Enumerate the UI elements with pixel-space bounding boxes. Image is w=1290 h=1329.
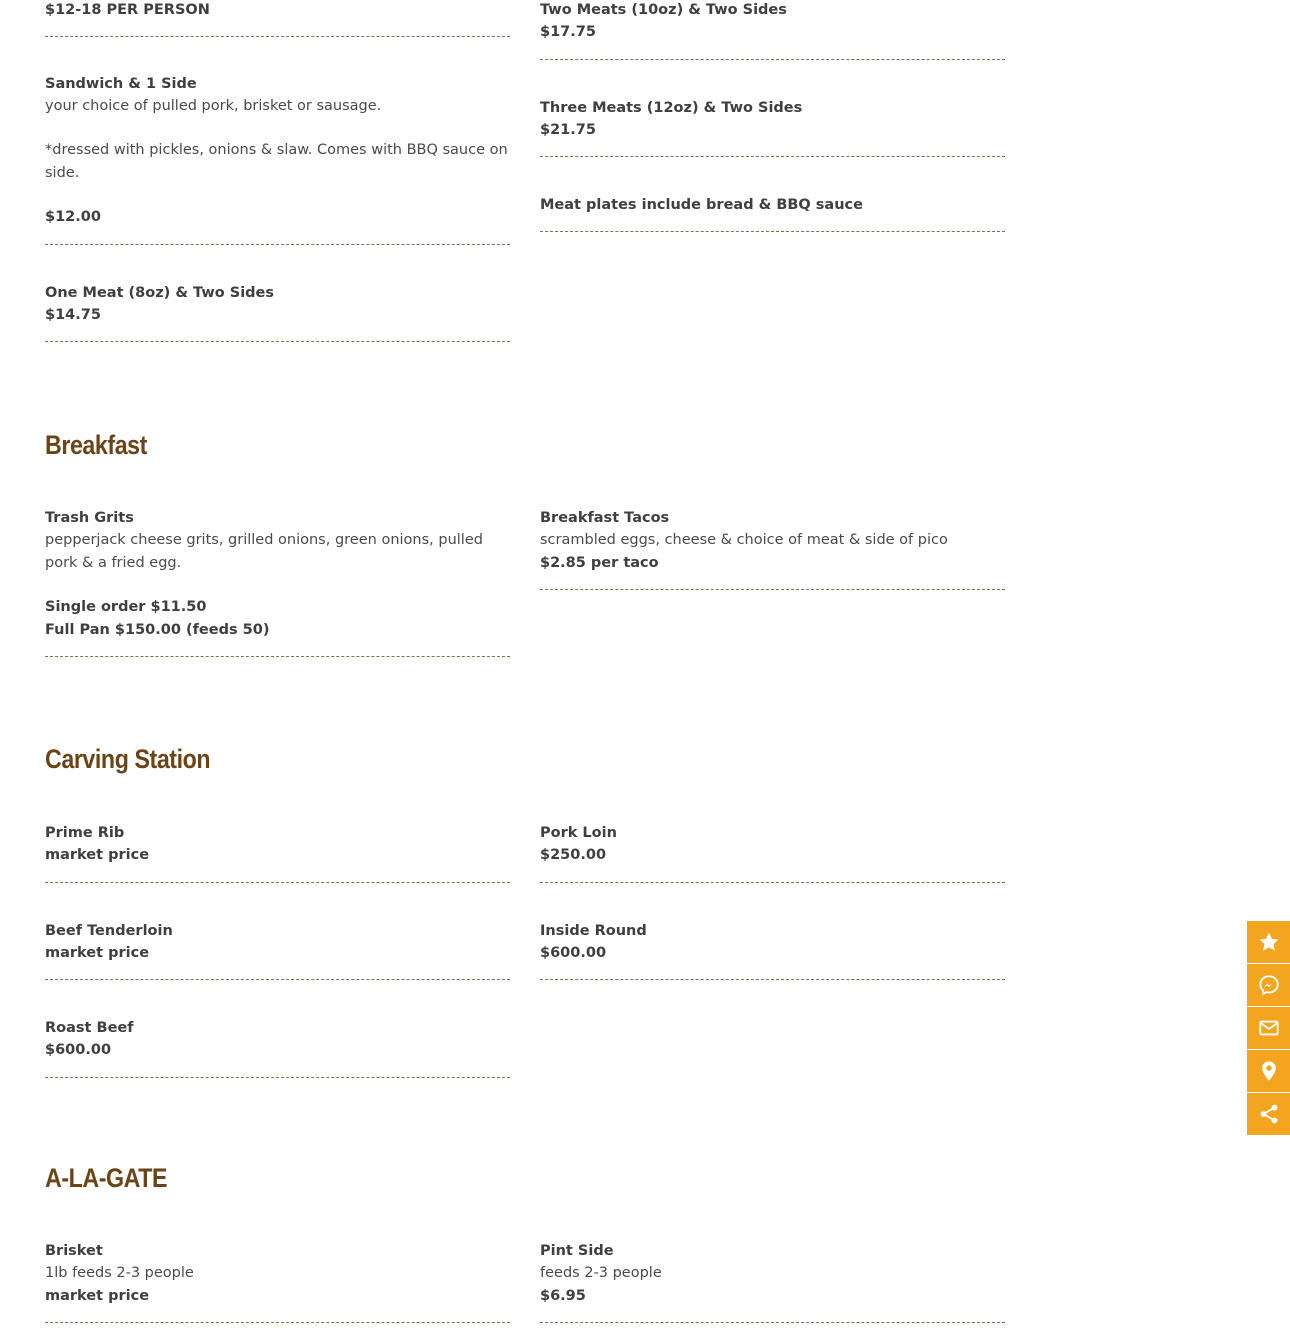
item-name: Sandwich & 1 Side [45, 75, 197, 92]
menu-item-pork-loin [540, 822, 1005, 883]
item-price: $250.00 [540, 847, 607, 863]
item-description: your choice of pulled pork, brisket or sausage. [45, 97, 382, 114]
menu-column-left [45, 507, 510, 694]
item-price: market price [45, 1287, 150, 1304]
menu-item-breakfast-tacos [540, 507, 1005, 590]
item-price: $12.00 [45, 209, 101, 225]
reviews-button[interactable] [1247, 921, 1290, 964]
menu-item-three-meats [540, 97, 1005, 158]
item-name: Brisket [45, 1243, 103, 1259]
item-price: Single order $11.50 [45, 599, 207, 615]
menu-item-one-meat [45, 282, 510, 343]
menu-item-two-meats [540, 0, 1005, 60]
item-name: Pint Side [540, 1243, 614, 1259]
map-pin-icon [1258, 1060, 1280, 1082]
item-price: $14.75 [45, 306, 101, 323]
menu-section-a-la-gate [45, 1161, 1005, 1323]
menu-item-pint-side [540, 1240, 1005, 1323]
floating-action-bar [1247, 921, 1290, 1135]
item-price: $6.95 [540, 1287, 586, 1304]
menu-item-inside-round [540, 920, 1005, 981]
menu-column-right [540, 0, 1005, 269]
menu-grid [45, 822, 1005, 1115]
section-title: A-LA-GATE [45, 1163, 168, 1193]
envelope-icon [1258, 1017, 1280, 1039]
menu-item-trash-grits [45, 507, 510, 657]
item-price: $2.85 per taco [540, 554, 659, 571]
item-name: Roast Beef [45, 1020, 134, 1036]
menu-column-right [540, 1240, 1005, 1323]
item-price: $21.75 [540, 121, 596, 138]
menu-column-left [45, 822, 510, 1115]
menu-item-brisket [45, 1240, 510, 1323]
item-description: 1lb feeds 2-3 people [45, 1265, 194, 1281]
item-price: $600.00 [540, 944, 607, 961]
email-button[interactable] [1247, 1007, 1290, 1050]
menu-grid [45, 1240, 1005, 1323]
item-name: Pork Loin [540, 825, 617, 841]
item-name: Three Meats (12oz) & Two Sides [540, 99, 803, 116]
item-description: pepperjack cheese grits, grilled onions, green onions, pulled pork & a fried egg. [45, 532, 483, 571]
menu-column-left [45, 1240, 510, 1323]
menu-column-left [45, 0, 510, 379]
location-button[interactable] [1247, 1050, 1290, 1093]
item-name: Beef Tenderloin [45, 922, 173, 939]
menu-section-carving-station [45, 742, 1005, 1115]
item-name: Meat plates include bread & BBQ sauce [540, 197, 863, 213]
menu-item-beef-tenderloin [45, 920, 510, 981]
item-name: Trash Grits [45, 510, 134, 526]
item-description: scrambled eggs, cheese & choice of meat & side of pico [540, 532, 948, 548]
item-name: One Meat (8oz) & Two Sides [45, 284, 275, 301]
item-name: Prime Rib [45, 825, 125, 841]
star-icon [1258, 931, 1280, 953]
menu-item-price-per-person [45, 0, 510, 37]
menu-column-right [540, 507, 1005, 627]
menu-section-plates [45, 0, 1005, 379]
messenger-icon [1258, 974, 1280, 996]
menu-item-meat-plates-note [540, 194, 1005, 232]
item-name: Inside Round [540, 922, 647, 939]
share-button[interactable] [1247, 1093, 1290, 1135]
item-price: $600.00 [45, 1042, 112, 1058]
share-icon [1258, 1103, 1280, 1125]
section-title: Breakfast [45, 430, 147, 460]
menu-item-roast-beef [45, 1017, 510, 1078]
item-name: Breakfast Tacos [540, 510, 670, 526]
section-title: Carving Station [45, 744, 211, 774]
menu-item-sandwich [45, 73, 510, 245]
item-name: Two Meats (10oz) & Two Sides [540, 2, 787, 18]
menu-grid [45, 0, 1005, 379]
menu-section-breakfast [45, 428, 1005, 694]
item-price: market price [45, 847, 150, 863]
item-price: market price [45, 944, 150, 961]
menu-item-prime-rib [45, 822, 510, 883]
messenger-button[interactable] [1247, 964, 1290, 1007]
item-description: *dressed with pickles, onions & slaw. Comes with BBQ sauce on side. [45, 142, 508, 181]
item-description: feeds 2-3 people [540, 1265, 662, 1281]
menu-grid [45, 507, 1005, 694]
item-price: Full Pan $150.00 (feeds 50) [45, 621, 270, 638]
menu-column-right [540, 822, 1005, 1017]
item-price: $17.75 [540, 24, 596, 40]
item-price: $12-18 PER PERSON [45, 2, 210, 18]
